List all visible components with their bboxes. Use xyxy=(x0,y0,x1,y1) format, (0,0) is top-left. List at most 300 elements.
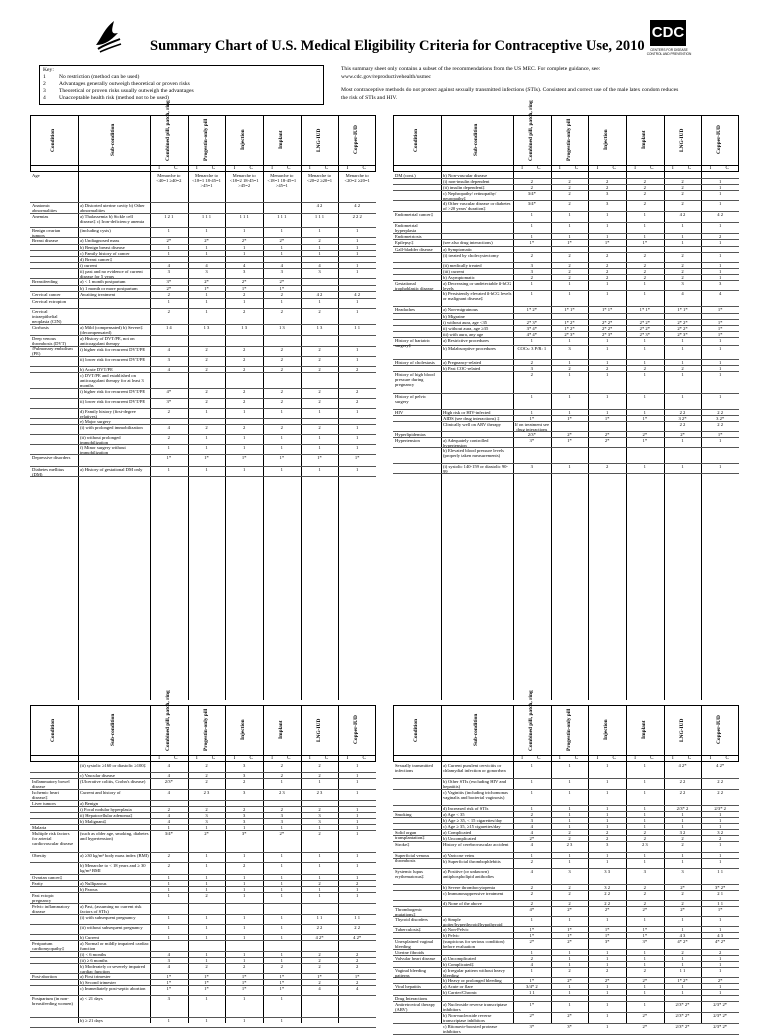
category-cell: 1* xyxy=(642,437,648,443)
category-cell: 3 xyxy=(568,868,571,874)
category-cell: 4 xyxy=(530,961,533,967)
category-cell: 2 2 2 xyxy=(352,213,362,219)
category-cell: 3 xyxy=(681,868,684,874)
subcondition-cell: i) Focal nodular hyperplasia xyxy=(80,806,132,812)
subcondition-cell: (suspicious for serious condition) before evaluation xyxy=(443,938,505,949)
category-cell: 1* xyxy=(241,979,247,985)
category-cell: 2 xyxy=(568,900,571,906)
category-cell: 1 xyxy=(356,268,359,274)
category-cell: 1 xyxy=(167,874,170,880)
category-cell: 2 xyxy=(243,424,246,430)
category-cell: 1 xyxy=(356,772,359,778)
column-header-method: Combined pill, patch, ring xyxy=(164,690,171,751)
category-cell: 2 2 xyxy=(604,900,611,906)
subcondition-cell: b) Past COC-related xyxy=(443,365,481,371)
category-cell: 2 xyxy=(681,262,684,268)
category-cell: 1* xyxy=(241,454,247,460)
category-cell: 1 xyxy=(356,444,359,450)
category-cell: 1 xyxy=(318,824,321,830)
category-cell: 4 3 xyxy=(679,932,686,938)
category-cell: 1* xyxy=(317,454,322,460)
initiation-label: I xyxy=(634,756,636,761)
subcondition-cell: d) Increased risk of STIs xyxy=(443,805,489,811)
category-cell: 3 xyxy=(568,345,571,351)
subcondition-cell: i) current xyxy=(80,262,97,268)
category-cell: 1 xyxy=(719,200,722,206)
category-cell: 1 xyxy=(643,233,646,239)
category-cell: 1* xyxy=(204,285,209,291)
category-cell: 2 xyxy=(568,190,571,196)
category-cell: 3 xyxy=(606,190,609,196)
category-cell: 2* xyxy=(529,938,535,944)
condition-cell: Ischemic heart disease‡ xyxy=(32,789,59,800)
table-row xyxy=(30,213,376,228)
subcondition-cell: c) Immediately post-septic abortion xyxy=(80,985,146,991)
category-cell: 2 xyxy=(606,967,609,973)
category-cell: 2 xyxy=(568,262,571,268)
condition-cell: History of bariatric surgery‡ xyxy=(395,337,431,348)
category-cell: 1 1 xyxy=(528,989,535,995)
category-cell: 1* xyxy=(241,973,247,979)
column-header-subcondition: Sub-condition xyxy=(473,713,479,747)
category-cell: 1 xyxy=(606,393,609,399)
category-cell: 1 xyxy=(719,184,722,190)
condition-cell: DM (cont.) xyxy=(395,172,416,178)
category-cell: 1 xyxy=(530,290,533,296)
category-cell: 2 xyxy=(167,862,170,868)
category-cell: 1 xyxy=(280,824,283,830)
category-cell: 1 xyxy=(606,955,609,961)
category-cell: 1* xyxy=(529,1001,535,1007)
condition-cell: Malaria xyxy=(32,824,47,830)
condition-cell: Postpartum (in non-breastfeeding women) xyxy=(32,995,73,1006)
category-cell: 2 xyxy=(643,262,646,268)
category-cell: 1* xyxy=(529,239,535,245)
category-cell: 1 xyxy=(205,957,208,963)
category-cell: 3 2* xyxy=(716,415,725,421)
category-cell: 1 xyxy=(568,817,571,823)
category-cell: 2* xyxy=(529,835,535,841)
category-cell: 3 xyxy=(243,812,246,818)
category-cell: 1* xyxy=(166,985,172,991)
continuation-label: C xyxy=(650,166,654,171)
subcondition-cell: (i) with prolonged immobilization xyxy=(80,424,143,430)
condition-cell: History of high blood pressure during pregnancy xyxy=(395,371,435,388)
category-cell: 2 xyxy=(167,806,170,812)
category-cell: 1 xyxy=(280,924,283,930)
category-cell: 2 xyxy=(606,268,609,274)
table-row xyxy=(30,172,376,203)
category-cell: 2* xyxy=(279,278,285,284)
category-cell: 1 xyxy=(568,961,571,967)
category-cell: 1* xyxy=(567,415,572,421)
category-cell: 3 xyxy=(606,200,609,206)
category-cell: 1 xyxy=(167,880,170,886)
initiation-label: I xyxy=(158,756,160,761)
column-header-method: Injection xyxy=(240,129,247,151)
category-cell: 2 xyxy=(318,366,321,372)
category-cell: 3 xyxy=(243,818,246,824)
category-cell: 1 xyxy=(719,393,722,399)
subcondition-cell: b) Menarche to < 18 years and ≥ 30 kg/m² BMI xyxy=(80,862,146,873)
category-cell: 1 xyxy=(568,371,571,377)
category-cell: 1 xyxy=(243,914,246,920)
category-cell: 1* 1* xyxy=(677,306,688,312)
category-cell: 2/3* 2 xyxy=(714,805,726,811)
category-cell: 2 xyxy=(643,835,646,841)
category-cell: 1 xyxy=(681,239,684,245)
category-cell: 1 1 1 xyxy=(314,213,325,219)
category-cell: 2 xyxy=(719,835,722,841)
category-cell: 1 xyxy=(681,955,684,961)
condition-cell: Antiretroviral therapy (ARV) xyxy=(395,1001,436,1012)
category-cell: 1 xyxy=(681,823,684,829)
category-cell: 1 xyxy=(205,924,208,930)
category-cell: 1 xyxy=(681,222,684,228)
category-cell: 1 xyxy=(719,190,722,196)
column-header-method: Combined pill, patch, ring xyxy=(527,690,534,751)
category-cell: 1* 2* xyxy=(564,325,575,331)
category-cell: 1 xyxy=(205,824,208,830)
category-cell: 1 xyxy=(205,227,208,233)
category-cell: 1 xyxy=(318,778,321,784)
initiation-label: I xyxy=(346,166,349,171)
category-cell: 2 xyxy=(167,291,170,297)
category-cell: 2 xyxy=(318,830,321,836)
category-cell: 1 xyxy=(643,280,646,286)
category-cell: 1 xyxy=(243,957,246,963)
category-cell: 1* xyxy=(567,239,572,245)
category-cell: 2 xyxy=(356,388,359,394)
table-row xyxy=(393,1023,739,1035)
category-cell: 1 xyxy=(606,778,609,784)
subcondition-cell: a) Non-Pelvic xyxy=(443,926,469,932)
category-cell: 1 xyxy=(719,858,722,864)
category-cell: 1 xyxy=(167,914,170,920)
subcondition-cell: d) Breast cancer‡ xyxy=(80,256,113,262)
category-cell: 1* xyxy=(642,932,648,938)
category-cell: 1 xyxy=(356,250,359,256)
category-cell: 1 xyxy=(568,789,571,795)
category-cell: 1 xyxy=(280,778,283,784)
category-cell: 1 xyxy=(681,371,684,377)
category-cell: 1* xyxy=(604,415,610,421)
category-cell: 2* xyxy=(604,906,610,912)
condition-cell: Breast disease xyxy=(32,237,59,243)
category-cell: 1 xyxy=(530,916,533,922)
category-cell: 1 xyxy=(568,778,571,784)
category-cell: 1 xyxy=(719,222,722,228)
category-cell: 2 xyxy=(167,434,170,440)
condition-cell: Uterine fibroids xyxy=(395,949,425,955)
subcondition-cell: (including cysts) xyxy=(80,227,111,233)
category-cell: 1 xyxy=(643,359,646,365)
category-cell: 3 xyxy=(280,812,283,818)
category-cell: 2 xyxy=(530,252,533,258)
subcondition-cell: (Ulcerative colitis, Crohn's disease) xyxy=(80,778,146,784)
category-cell: 2* xyxy=(642,906,648,912)
category-cell: 3 xyxy=(205,818,208,824)
category-cell: 3 xyxy=(530,268,533,274)
table-row xyxy=(30,466,376,477)
category-cell: 1 xyxy=(530,778,533,784)
category-cell: 4 xyxy=(356,985,359,991)
column-header-method: Progestin-only pill xyxy=(565,118,572,161)
category-cell: 1* xyxy=(717,331,723,337)
category-cell: 1 xyxy=(568,211,571,217)
category-cell: 1 xyxy=(606,222,609,228)
category-cell: 2 xyxy=(243,308,246,314)
subcondition-cell: a) Simple goiter/hyperthyroid/hypothyroid xyxy=(443,916,503,927)
category-cell: 1* xyxy=(529,415,535,421)
subcondition-cell: b) Acute DVT/PE xyxy=(80,366,113,372)
category-cell: 1 xyxy=(719,337,722,343)
subcondition-cell: ii) lower risk for recurrent DVT/PE xyxy=(80,356,146,362)
condition-cell: Liver tumors xyxy=(32,800,56,806)
category-cell: 1* xyxy=(717,906,723,912)
category-cell: 1* xyxy=(567,437,572,443)
category-cell: 2 xyxy=(205,778,208,784)
category-cell: 1 xyxy=(243,1017,246,1023)
category-cell: 3* xyxy=(166,398,172,404)
subcondition-cell: c) Vaginitis (including trichomonas vaginalis and bacterial vaginosis) xyxy=(443,789,508,800)
category-cell: 1 xyxy=(205,466,208,472)
subcondition-cell: a) Positive (or unknown) antiphospholipid antibodies xyxy=(443,868,494,879)
category-cell: 2 xyxy=(280,772,283,778)
category-cell: 2 xyxy=(681,949,684,955)
category-cell: 1 xyxy=(167,824,170,830)
category-cell: 2 xyxy=(681,184,684,190)
subcondition-cell: a) History of gestational DM only xyxy=(80,466,143,472)
initiation-label: I xyxy=(709,756,712,761)
category-cell: 3 xyxy=(530,262,533,268)
page-header xyxy=(0,0,768,62)
category-cell: 2 xyxy=(606,262,609,268)
category-cell: 1 xyxy=(719,371,722,377)
category-cell: 2 xyxy=(681,890,684,896)
category-cell: 2/3* 2 xyxy=(676,805,689,811)
category-cell: 2* xyxy=(204,830,209,836)
category-cell: 2* 3* xyxy=(526,319,537,325)
category-cell: 1 xyxy=(568,811,571,817)
category-cell: 1 xyxy=(530,211,533,217)
category-cell: 1 xyxy=(568,823,571,829)
condition-cell: History of pelvic surgery xyxy=(395,393,427,404)
table-row xyxy=(393,447,739,464)
category-cell: 1 xyxy=(719,955,722,961)
subcondition-cell: i) higher risk for recurrent DVT/PE xyxy=(80,388,146,394)
category-cell: 4 xyxy=(167,346,170,352)
category-cell: 2* xyxy=(241,278,247,284)
category-cell: 1 xyxy=(280,1017,283,1023)
subcondition-cell: AIDS (see drug interactions) ‡ xyxy=(443,415,500,421)
category-cell: 1* xyxy=(204,973,209,979)
category-cell: 1* xyxy=(567,926,572,932)
category-cell: 1 xyxy=(643,778,646,784)
category-cell: 1 xyxy=(167,298,170,304)
category-cell: 1 xyxy=(530,337,533,343)
subcondition-cell: d) Family history (first-degree relatives) xyxy=(80,408,136,419)
cdc-logo: CDC xyxy=(650,20,686,46)
category-cell: 2* xyxy=(279,237,285,243)
category-cell: 1 xyxy=(205,444,208,450)
category-cell: 1 xyxy=(568,983,571,989)
category-cell: 4 xyxy=(318,985,321,991)
column-header-subcondition: Sub-condition xyxy=(110,123,116,157)
mec-table-panel xyxy=(30,100,376,700)
subcondition-cell: b) Non-nucleoside reverse transcriptase inhibitors xyxy=(443,1012,492,1023)
category-cell: 1 xyxy=(356,408,359,414)
subcondition-cell: c) DVT/PE and established on anticoagulant therapy for at least 3 months xyxy=(80,372,144,389)
condition-cell: Post-abortion xyxy=(32,973,57,979)
category-cell: 1 xyxy=(643,805,646,811)
category-cell: 2 xyxy=(568,884,571,890)
category-cell: 2 xyxy=(681,841,684,847)
category-cell: 2 xyxy=(280,388,283,394)
category-cell: 1 xyxy=(681,337,684,343)
continuation-label: C xyxy=(362,756,366,761)
condition-cell: Thrombogenic mutations‡ xyxy=(395,906,423,917)
category-cell: 1 xyxy=(681,961,684,967)
category-cell: 1 xyxy=(643,1001,646,1007)
condition-cell: Past ectopic pregnancy xyxy=(32,892,55,903)
category-cell: 1 xyxy=(318,227,321,233)
subcondition-cell: d) None of the above xyxy=(443,900,482,906)
subcondition-cell: a) Non-migrainous xyxy=(443,306,478,312)
category-cell: 1 xyxy=(719,967,722,973)
category-cell: 2 xyxy=(318,951,321,957)
category-cell: 1 xyxy=(606,916,609,922)
category-cell: 2* xyxy=(642,1012,648,1018)
category-cell: 2* 2* xyxy=(601,325,613,331)
table-row xyxy=(393,345,739,360)
category-cell: 1 xyxy=(643,463,646,469)
condition-cell: Gestational trophoblastic disease xyxy=(395,280,434,291)
category-cell: 1 xyxy=(719,916,722,922)
column-header-subcondition: Sub-condition xyxy=(110,713,116,747)
category-cell: 1 xyxy=(568,359,571,365)
initiation-label: I xyxy=(233,756,236,761)
category-cell: 1 xyxy=(318,852,321,858)
category-cell: 1 xyxy=(205,408,208,414)
category-cell: 4 xyxy=(280,262,283,268)
category-cell: 1 xyxy=(568,1001,571,1007)
category-cell: 2 xyxy=(318,237,321,243)
category-cell: 2* xyxy=(204,278,209,284)
category-cell: 2 2 xyxy=(679,421,686,427)
subcondition-cell: e) Major surgery xyxy=(80,418,111,424)
initiation-label: I xyxy=(671,756,674,761)
category-cell: 1 1 xyxy=(354,324,361,330)
category-cell: 1 xyxy=(681,852,684,858)
category-cell: 2 xyxy=(568,252,571,258)
category-cell: 1* xyxy=(717,306,723,312)
subcondition-cell: b) Complicated‡ xyxy=(443,961,474,967)
category-cell: 2* 2* xyxy=(601,319,613,325)
category-cell: 2* xyxy=(567,977,572,983)
category-cell: 1 xyxy=(280,957,283,963)
condition-cell: Obesity xyxy=(32,852,47,858)
category-cell: 1 xyxy=(318,244,321,250)
table-row xyxy=(393,290,739,307)
subcondition-cell: c) Vascular disease xyxy=(80,772,115,778)
category-cell: 4 xyxy=(205,262,208,268)
category-cell: 2 2 xyxy=(717,421,724,427)
category-cell: 1 xyxy=(606,789,609,795)
category-cell: 1 xyxy=(356,806,359,812)
column-header-condition: Condition xyxy=(50,128,56,152)
category-cell: 2 1 xyxy=(717,890,724,896)
category-cell: 3 xyxy=(280,818,283,824)
category-cell: 1 xyxy=(243,227,246,233)
category-cell: 1 xyxy=(606,1001,609,1007)
category-cell: 1 xyxy=(356,466,359,472)
category-cell: 1 xyxy=(318,298,321,304)
category-cell: 1 xyxy=(643,852,646,858)
category-cell: 2* xyxy=(604,977,610,983)
subcondition-cell: Current and history of xyxy=(80,789,121,795)
category-cell: 1 xyxy=(681,926,684,932)
category-cell: 1* 1* xyxy=(564,306,575,312)
category-cell: 1 xyxy=(719,926,722,932)
category-cell: 1 xyxy=(568,955,571,961)
subcondition-cell: b) Parous xyxy=(80,886,98,892)
category-cell: 2 xyxy=(318,880,321,886)
category-cell: 2 xyxy=(681,268,684,274)
initiation-label: I xyxy=(521,166,523,171)
condition-cell: Hyperlipidemias xyxy=(395,431,426,437)
category-cell: 4 xyxy=(167,789,170,795)
category-cell: 1 xyxy=(606,359,609,365)
category-cell: 1 xyxy=(205,951,208,957)
initiation-label: I xyxy=(596,166,599,171)
category-cell: Menarche to <20=2 ≥20=1 xyxy=(306,172,333,183)
category-cell: 2 xyxy=(568,178,571,184)
column-header-method: LNG-IUD xyxy=(315,718,322,742)
category-cell: 1 xyxy=(356,244,359,250)
continuation-label: C xyxy=(537,166,541,171)
category-cell: 2 xyxy=(681,252,684,258)
category-cell: 1 xyxy=(356,824,359,830)
subcondition-cell: b) Carrier/Chronic xyxy=(443,989,478,995)
category-cell: 1 xyxy=(643,337,646,343)
category-cell: 1 xyxy=(356,852,359,858)
subcondition-cell: a) Pregnancy-related xyxy=(443,359,482,365)
subcondition-cell: c) Immunosuppressive treatment xyxy=(443,890,504,896)
category-cell: 2/3* 2* xyxy=(675,1023,690,1029)
category-cell: 2* 2* xyxy=(677,319,688,325)
category-cell: 1 xyxy=(606,1023,609,1029)
subcondition-cell: History of cerebrovascular accident xyxy=(443,841,509,847)
condition-cell: Age xyxy=(32,172,40,178)
subcondition-cell: c) Age ≥ 35, ≥15 cigarettes/day xyxy=(443,823,501,829)
subcondition-cell: a) Mild (compensated) b) Severe‡ (decompensated) xyxy=(80,324,143,335)
category-cell: 2 xyxy=(643,890,646,896)
table-row xyxy=(30,1017,376,1028)
subcondition-cell: (ii) without subsequent pregnancy xyxy=(80,924,143,930)
column-header-condition: Condition xyxy=(413,718,419,742)
category-cell: 2* xyxy=(604,437,610,443)
category-cell: 4 2* xyxy=(716,762,725,768)
category-cell: 3* 2* xyxy=(714,884,726,890)
subcondition-cell: a) History of DVT/PE, not on anticoagulant therapy xyxy=(80,335,135,346)
condition-cell: Viral hepatitis xyxy=(395,983,421,989)
category-cell: 4* xyxy=(529,906,535,912)
category-cell: 1 xyxy=(356,227,359,233)
category-cell: 1 xyxy=(568,805,571,811)
category-cell: 1 xyxy=(681,233,684,239)
subcondition-cell: High risk or HIV-infected xyxy=(443,409,491,415)
